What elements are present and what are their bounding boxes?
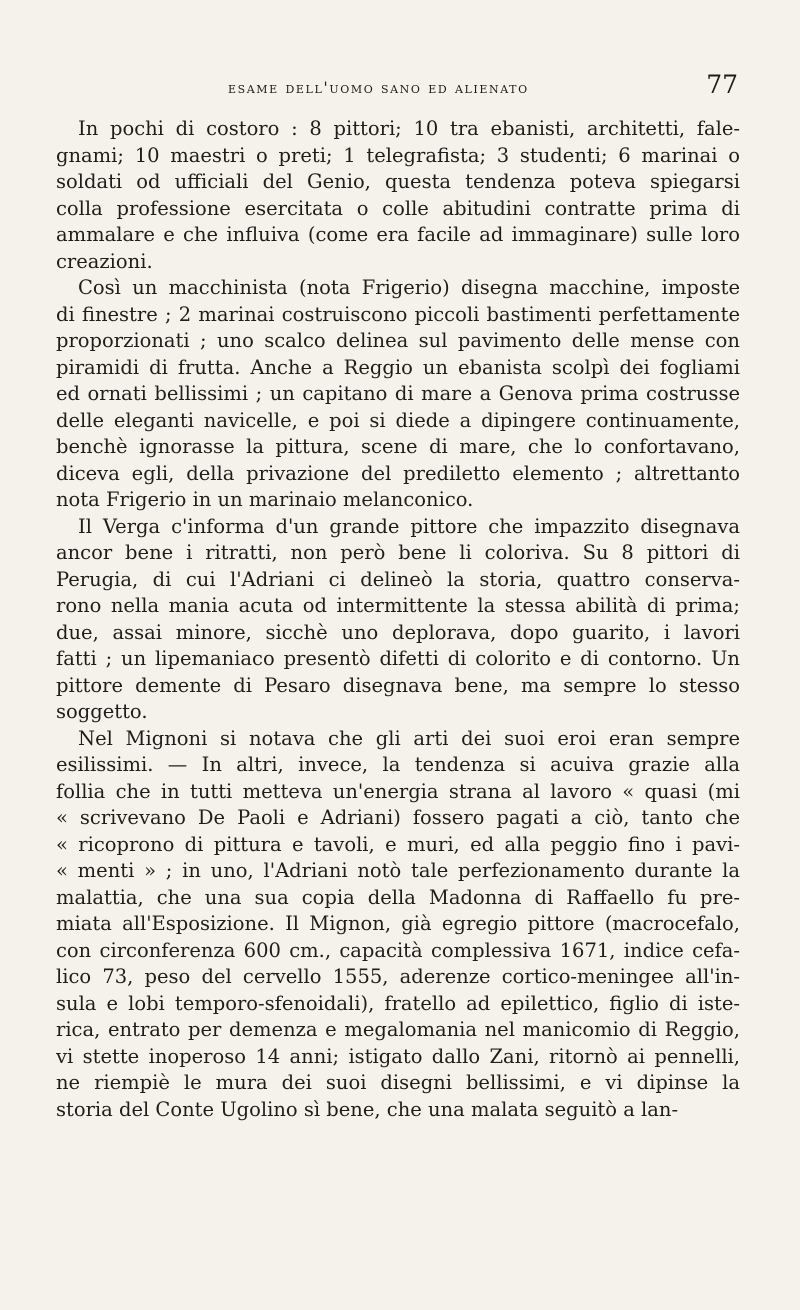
running-head-title: esame dell'uomo sano ed alienato (228, 78, 529, 97)
text-line: ne riempiè le mura dei suoi disegni bellissimi, e vi dipinse la (56, 1071, 740, 1094)
text-line: pittore demente di Pesaro disegnava bene, ma sempre lo stesso (56, 673, 740, 697)
text-line: con circonferenza 600 cm., capacità complessiva 1671, indice cefa- (56, 938, 740, 962)
text-line: storia del Conte Ugolino sì bene, che una malata seguitò a lan- (56, 1097, 679, 1121)
text-line: ammalare e che influiva (come era facile ad immaginare) sulle loro (56, 223, 740, 246)
text-line: malattia, che una sua copia della Madonna di Raffaello fu pre- (56, 885, 740, 909)
text-line: ancor bene i ritratti, non però bene li coloriva. Su 8 pittori di (56, 541, 740, 564)
text-line: follia che in tutti metteva un'energia strana al lavoro « quasi (mi (56, 779, 740, 803)
text-line: soldati od ufficiali del Genio, questa tendenza poteva spiegarsi (56, 170, 740, 193)
text-line: « ricoprono di pittura e tavoli, e muri, ed alla peggio fino i pavi- (56, 832, 740, 856)
text-line: fatti ; un lipemaniaco presentò difetti di colorito e di contorno. Un (56, 647, 740, 670)
text-line: delle eleganti navicelle, e poi si diede a dipingere continuamente, (56, 408, 740, 432)
text-line: Il Verga c'informa d'un grande pittore che impazzito disegnava (78, 514, 740, 538)
text-line: In pochi di costoro : 8 pittori; 10 tra ebanisti, architetti, fale- (78, 117, 740, 140)
text-line: piramidi di frutta. Anche a Reggio un ebanista scolpì dei fogliami (56, 355, 740, 379)
text-line: « scrivevano De Paoli e Adriani) fossero pagati a ciò, tanto che (56, 806, 740, 829)
body-text (56, 116, 740, 1123)
text-line: miata all'Esposizione. Il Mignon, già egregio pittore (macrocefalo, (56, 912, 740, 935)
text-line: Nel Mignoni si notava che gli arti dei suoi eroi eran sempre (78, 726, 740, 750)
text-line: di finestre ; 2 marinai costruiscono piccoli bastimenti perfettamente (56, 302, 740, 326)
text-line: esilissimi. — In altri, invece, la tendenza si acuiva grazie alla (56, 753, 740, 776)
paragraph (56, 275, 740, 514)
running-head (58, 70, 738, 100)
text-line: diceva egli, della privazione del prediletto elemento ; altrettanto (56, 461, 740, 485)
paragraph (56, 116, 740, 275)
text-line: « menti » ; in uno, l'Adriani notò tale perfezionamento durante la (56, 859, 740, 882)
paragraph (56, 514, 740, 726)
text-line: benchè ignorasse la pittura, scene di mare, che lo confortavano, (56, 435, 740, 458)
text-line: ed ornati bellissimi ; un capitano di mare a Genova prima costrusse (56, 382, 740, 405)
text-line: creazioni. (56, 249, 153, 273)
text-line: proporzionati ; uno scalco delinea sul pavimento delle mense con (56, 329, 740, 352)
text-line: vi stette inoperoso 14 anni; istigato dallo Zani, ritornò ai pennelli, (56, 1044, 740, 1068)
text-line: due, assai minore, sicchè uno deplorava, dopo guarito, i lavori (56, 620, 740, 644)
text-line: rica, entrato per demenza e megalomania nel manicomio di Reggio, (56, 1018, 740, 1041)
text-line: Così un macchinista (nota Frigerio) disegna macchine, imposte (78, 276, 740, 299)
text-line: Perugia, di cui l'Adriani ci delineò la storia, quattro conserva- (56, 567, 740, 591)
paragraph (56, 726, 740, 1124)
text-line: colla professione esercitata o colle abitudini contratte prima di (56, 196, 740, 220)
text-line: soggetto. (56, 700, 148, 723)
text-line: lico 73, peso del cervello 1555, aderenze cortico-meningee all'in- (56, 965, 740, 988)
text-line: rono nella mania acuta od intermittente la stessa abilità di prima; (56, 594, 740, 617)
text-line: nota Frigerio in un marinaio melanconico. (56, 488, 474, 511)
text-line: gnami; 10 maestri o preti; 1 telegrafista; 3 studenti; 6 marinai o (56, 143, 740, 167)
text-line: sula e lobi temporo-sfenoidali), fratello ad epilettico, figlio di iste- (56, 991, 740, 1015)
page-number: 77 (706, 70, 738, 99)
